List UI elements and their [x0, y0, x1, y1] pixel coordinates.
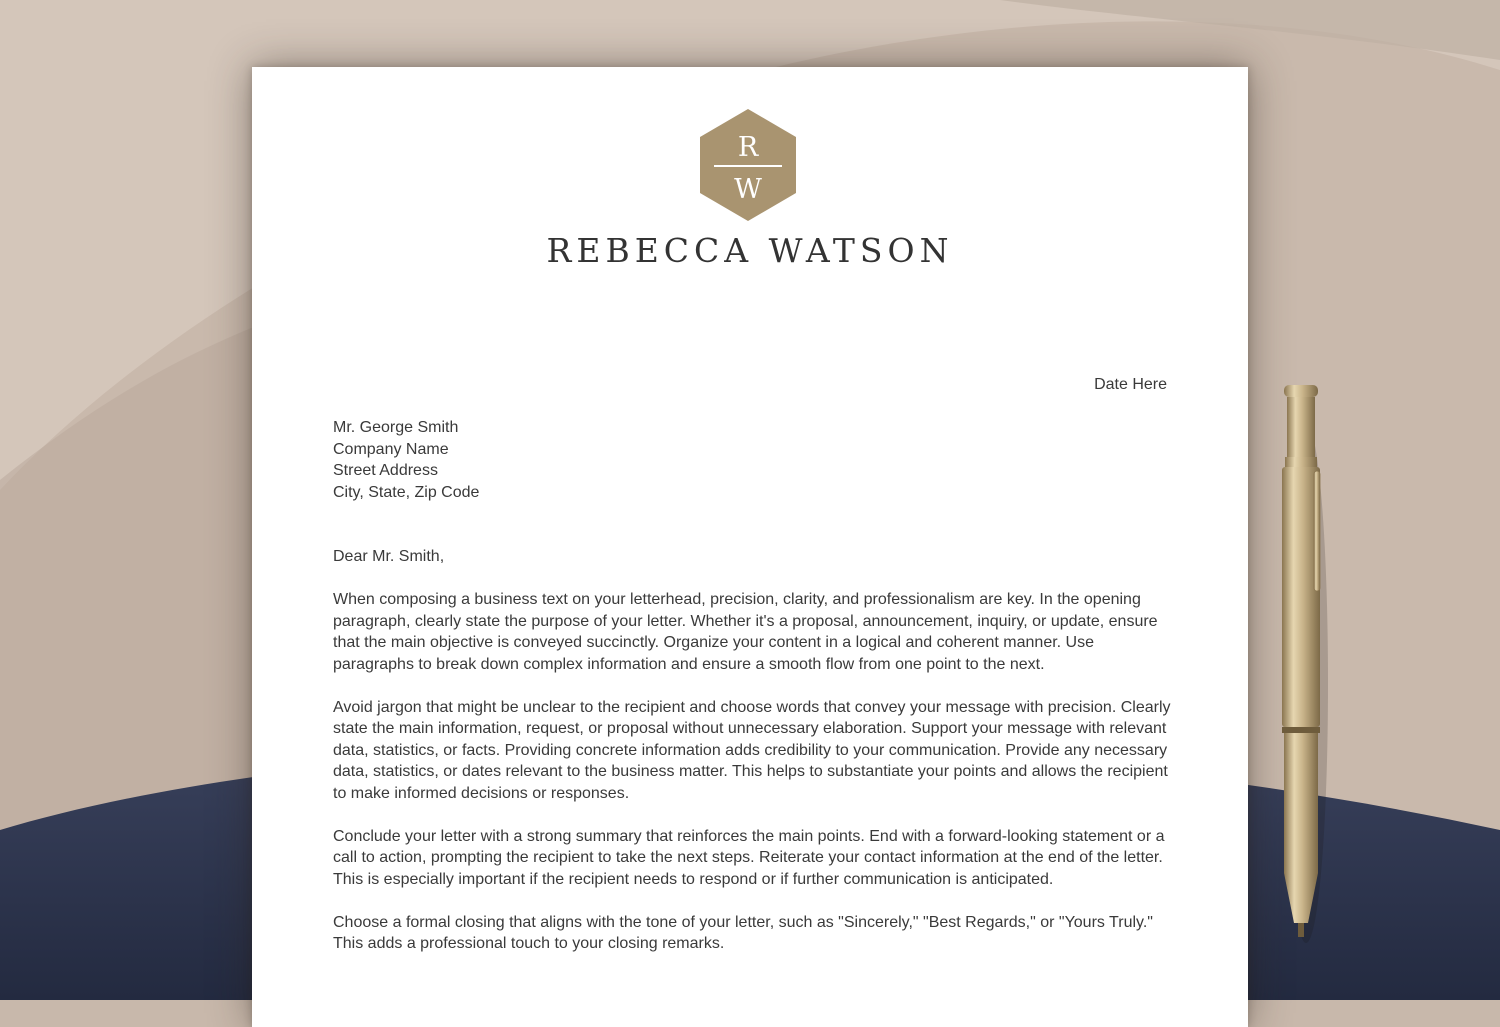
body-paragraph-2: Avoid jargon that might be unclear to the recipient and choose words that convey your message with precision. Clearly state the main information, request, or proposal without unnecessary elaboration. Support your message with relevant data, statistics, or facts. Providing concrete information adds credibility to your communication. Provide any necessary data, statistics, or dates relevant to the business matter. This helps to substantiate your points and allows the recipient to make informed decisions or responses.	[333, 698, 1171, 802]
letter-date: Date Here	[1094, 376, 1167, 393]
letter-page	[252, 67, 1248, 1027]
body-paragraph-1: When composing a business text on your letterhead, precision, clarity, and professionalism are key. In the opening paragraph, clearly state the purpose of your letter. Whether it's a proposal, announcement, inquiry, or update, ensure that the main objective is conveyed succinctly. Organize your content in a logical and coherent manner. Use paragraphs to break down complex information and ensure a smooth flow from one point to the next.	[333, 591, 1158, 673]
recipient-name: Mr. George Smith	[333, 419, 459, 436]
recipient-city-line: City, State, Zip Code	[333, 483, 480, 501]
letterhead-name: REBECCA WATSON	[546, 231, 954, 270]
letter-body	[333, 589, 1173, 976]
salutation: Dear Mr. Smith,	[333, 548, 445, 565]
monogram-logo	[699, 109, 797, 221]
monogram-divider	[714, 165, 782, 167]
recipient-address	[333, 417, 479, 503]
gold-pen-image	[1270, 383, 1334, 943]
recipient-company: Company Name	[333, 440, 449, 458]
monogram-letter-r: R	[737, 132, 759, 163]
recipient-street: Street Address	[333, 462, 438, 479]
monogram-letter-w: W	[734, 174, 762, 205]
body-paragraph-4: Choose a formal closing that aligns with the tone of your letter, such as "Sincerely," "Best Regards," or "Yours Truly." This adds a professional touch to your closing remarks.	[333, 913, 1153, 952]
body-paragraph-3: Conclude your letter with a strong summary that reinforces the main points. End with a forward-looking statement or a call to action, prompting the recipient to take the next steps. Reiterate your contact information at the end of the letter. This is especially important if the recipient needs to respond or if further communication is anticipated.	[333, 827, 1165, 888]
